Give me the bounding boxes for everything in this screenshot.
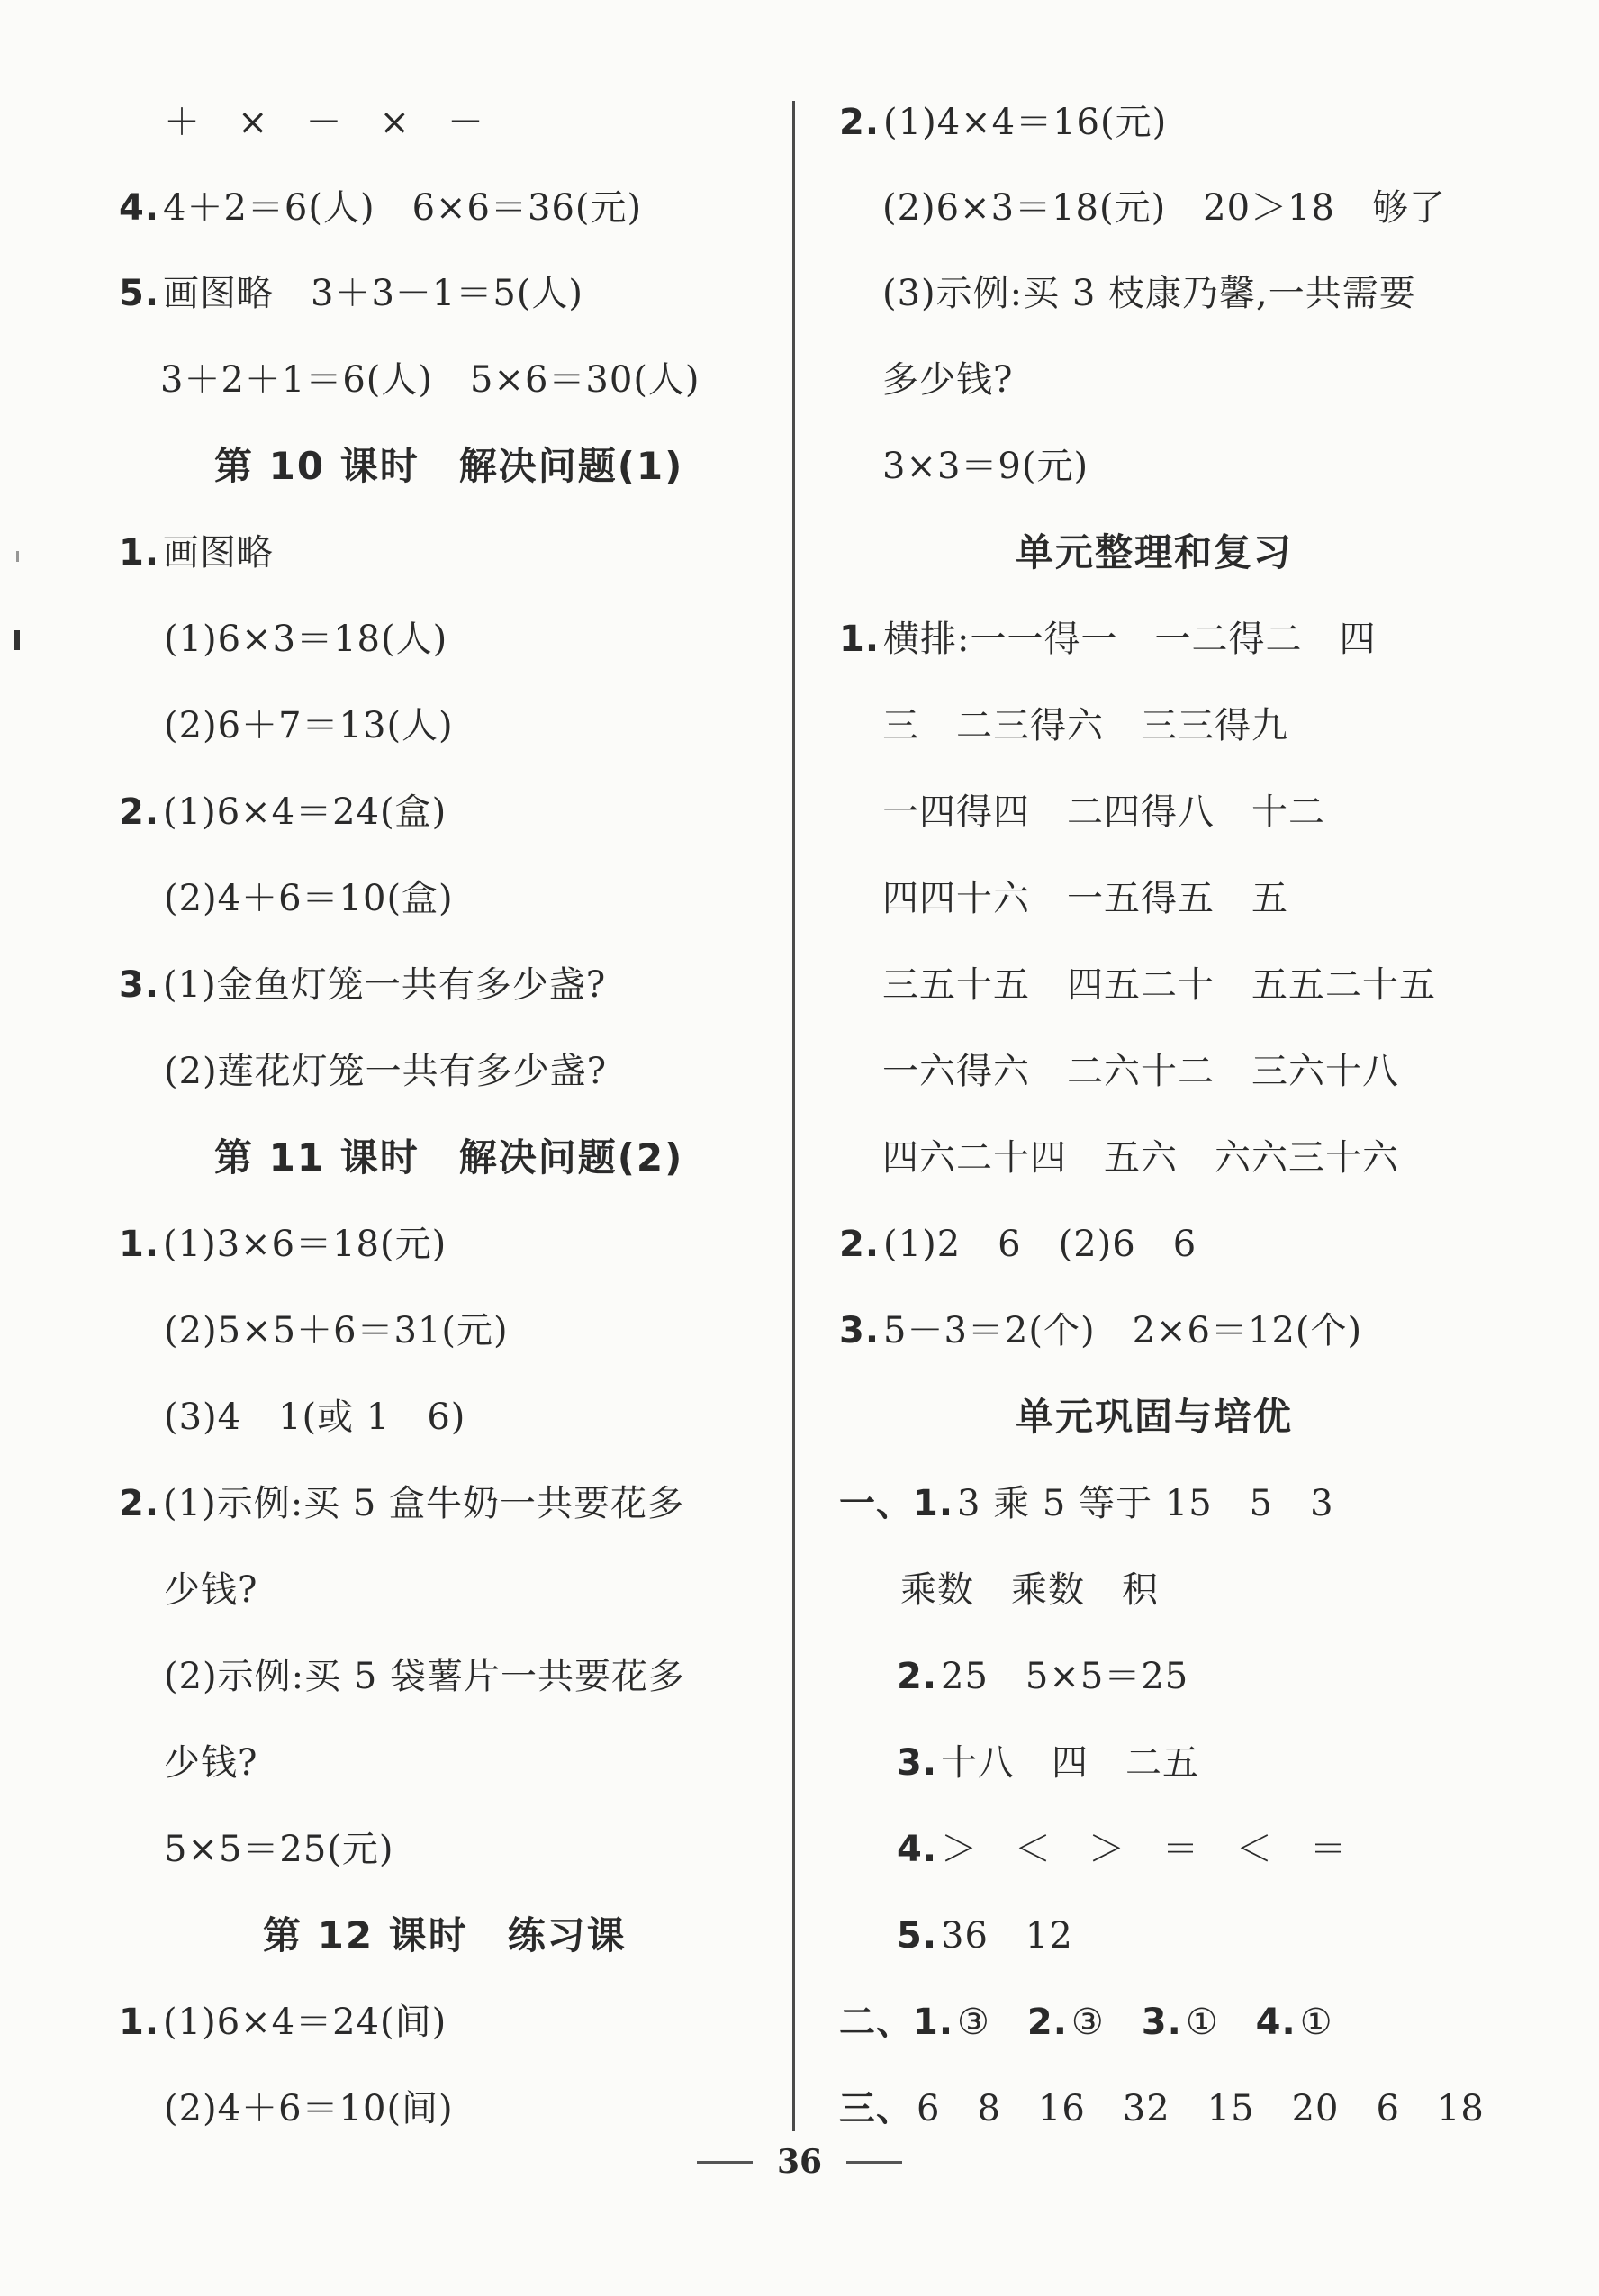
section-heading: 第 10 课时 解决问题(1) <box>214 444 684 488</box>
answer-line: 三五十五 四五二十 五五二十五 <box>882 964 1436 1006</box>
answer-line: (3)4 1(或 1 6) <box>164 1397 466 1438</box>
answer-line: (1)6×3＝18(人) <box>164 619 448 660</box>
answer-line: 4. 4＋2＝6(人) 6×6＝36(元) <box>119 187 643 229</box>
answer-line: 2. (1)示例:买 5 盒牛奶一共要花多 <box>119 1483 685 1524</box>
page-number: 36 <box>776 2143 823 2181</box>
answer-line: 一六得六 二六十二 三六十八 <box>882 1051 1399 1092</box>
page-footer <box>0 2143 1599 2190</box>
scan-speck <box>16 551 19 562</box>
section-heading: 第 11 课时 解决问题(2) <box>214 1135 684 1180</box>
answer-line: 少钱? <box>164 1569 258 1611</box>
answer-line: 1. 横排:一一得一 一二得二 四 <box>839 619 1377 660</box>
answer-line: (2)4＋6＝10(间) <box>164 2088 454 2129</box>
footer-dash-left <box>697 2161 753 2164</box>
scan-speck <box>14 630 20 650</box>
answer-line: 3＋2＋1＝6(人) 5×6＝30(人) <box>160 359 700 401</box>
section-heading: 第 12 课时 练习课 <box>263 1913 627 1957</box>
answer-line: ＋ × － × － <box>164 102 485 143</box>
answer-line: (2)示例:买 5 袋薯片一共要花多 <box>164 1656 686 1697</box>
answer-line: (2)6＋7＝13(人) <box>164 705 454 746</box>
answer-line: 5. 画图略 3＋3－1＝5(人) <box>119 273 584 314</box>
answer-line: 2. (1)6×4＝24(盒) <box>119 791 447 833</box>
answer-line: 1. 画图略 <box>119 532 275 574</box>
answer-line: 3. 5－3＝2(个) 2×6＝12(个) <box>839 1310 1363 1351</box>
answer-line: (2)莲花灯笼一共有多少盏? <box>164 1051 608 1092</box>
answer-line: 2. (1)2 6 (2)6 6 <box>839 1224 1197 1265</box>
answer-line: 1. (1)6×4＝24(间) <box>119 2002 447 2043</box>
section-heading: 单元巩固与培优 <box>1016 1395 1294 1439</box>
answer-line: (2)4＋6＝10(盒) <box>164 878 454 919</box>
answer-line: 四六二十四 五六 六六三十六 <box>882 1137 1399 1179</box>
answer-line: 3. 十八 四 二五 <box>897 1742 1200 1784</box>
answer-line: (2)6×3＝18(元) 20＞18 够了 <box>882 187 1446 229</box>
answer-line: (2)5×5＋6＝31(元) <box>164 1310 509 1351</box>
answer-line: 2. 25 5×5＝25 <box>897 1656 1189 1697</box>
answer-line: 三 二三得六 三三得九 <box>882 705 1288 746</box>
answer-line: 一四得四 二四得八 十二 <box>882 791 1325 833</box>
answer-line: 乘数 乘数 积 <box>900 1569 1159 1611</box>
answer-line: 3×3＝9(元) <box>882 446 1089 487</box>
answer-line: 三、 6 8 16 32 15 20 6 18 <box>839 2088 1485 2129</box>
answer-line: 5. 36 12 <box>897 1915 1073 1957</box>
answer-line: 二、1. ③ 2. ③ 3. ① 4. ① <box>839 2002 1333 2043</box>
answer-line: 四四十六 一五得五 五 <box>882 878 1288 919</box>
answer-line: 3. (1)金鱼灯笼一共有多少盏? <box>119 964 607 1006</box>
answer-line: 5×5＝25(元) <box>164 1829 394 1870</box>
answer-line: 一、1. 3 乘 5 等于 15 5 3 <box>839 1483 1334 1524</box>
answer-line: 2. (1)4×4＝16(元) <box>839 102 1168 143</box>
answer-line: 4. ＞ ＜ ＞ ＝ ＜ ＝ <box>897 1829 1348 1870</box>
section-heading: 单元整理和复习 <box>1016 530 1294 574</box>
answer-line: 少钱? <box>164 1742 258 1784</box>
answer-line: (3)示例:买 3 枝康乃馨,一共需要 <box>882 273 1416 314</box>
footer-dash-right <box>846 2161 902 2164</box>
answer-line: 多少钱? <box>882 359 1014 401</box>
answer-line: 1. (1)3×6＝18(元) <box>119 1224 447 1265</box>
column-divider <box>792 101 795 2131</box>
